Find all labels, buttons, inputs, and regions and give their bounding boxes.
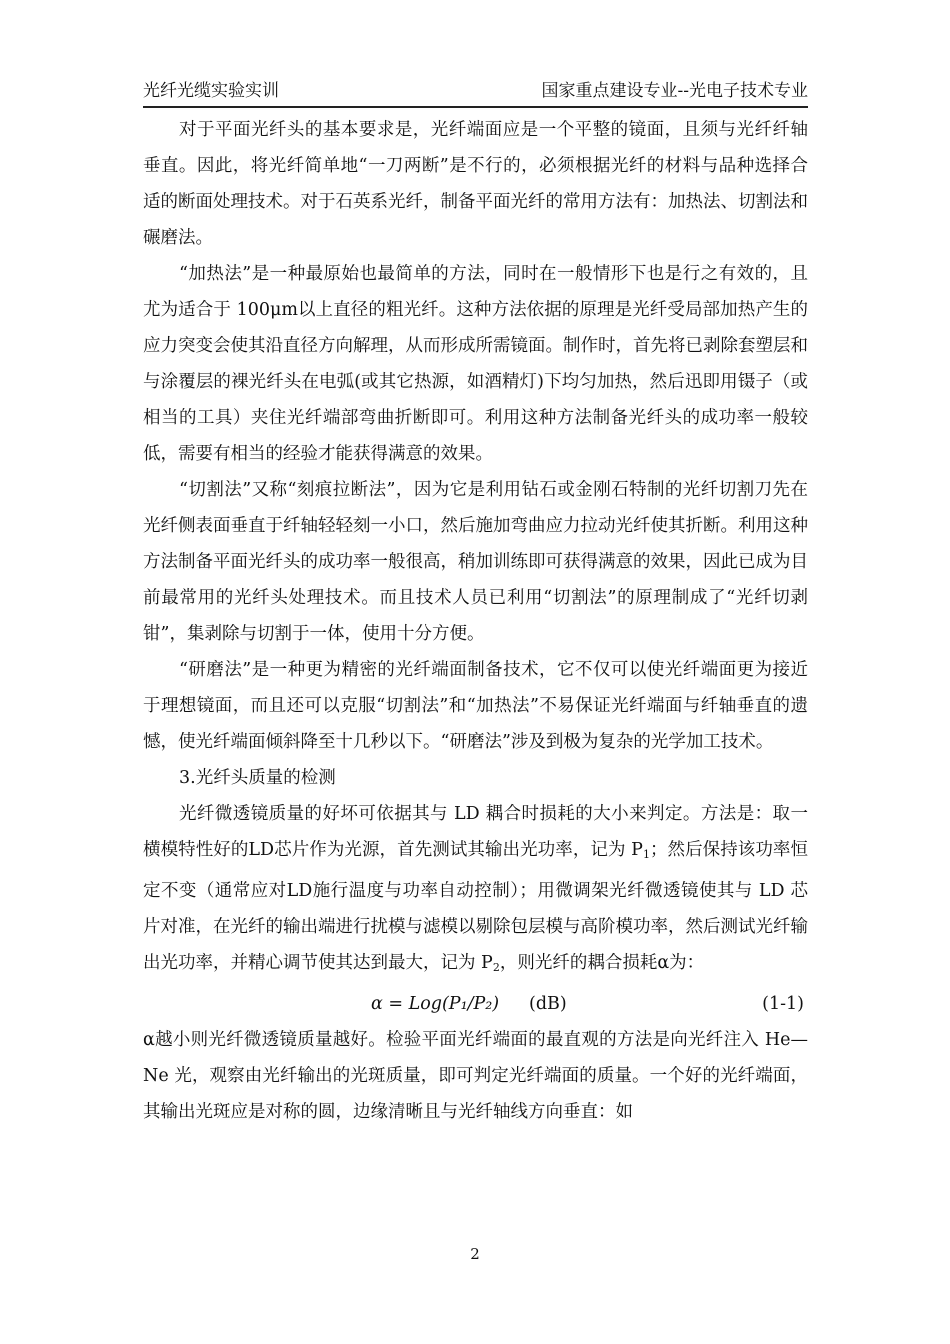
equation-number: (1-1): [762, 994, 804, 1014]
paragraph-coupling-loss: [143, 796, 808, 986]
p2-subscript: 2: [492, 961, 500, 974]
para5-part-a: 光纤微透镜质量的好坏可依据其与 LD 耦合时损耗的大小来判定。方法是：取一横模特性好的LD芯片作为光源，首先测试其输出光功率，记为 P: [143, 804, 808, 860]
paragraph-plane-fiber-requirements: 对于平面光纤头的基本要求是，光纤端面应是一个平整的镜面，且须与光纤纤轴垂直。因此，将光纤简单地“一刀两断”是不行的，必须根据光纤的材料与品种选择合适的断面处理技术。对于石英系光纤，制备平面光纤的常用方法有：加热法、切割法和碾磨法。: [143, 120, 808, 248]
equation-expression: α = Log(P₁/P₂): [371, 994, 500, 1014]
paragraph-grinding-method: “研磨法”是一种更为精密的光纤端面制备技术，它不仅可以使光纤端面更为接近于理想镜面，而且还可以克服“切割法”和“加热法”不易保证光纤端面与纤轴垂直的遗憾，使光纤端面倾斜降至十几秒以下。“研磨法”涉及到极为复杂的光学加工技术。: [143, 660, 808, 752]
paragraph-cutting-method: “切割法”又称“刻痕拉断法”，因为它是利用钻石或金刚石特制的光纤切割刀先在光纤侧表面垂直于纤轴轻轻刻一小口，然后施加弯曲应力拉动光纤使其折断。利用这种方法制备平面光纤头的成功率一般很高，稍加训练即可获得满意的效果，因此已成为目前最常用的光纤头处理技术。而且技术人员已利用“切割法”的原理制成了“光纤切剥钳”，集剥除与切割于一体，使用十分方便。: [143, 480, 808, 644]
paragraph-end-face-inspection: α越小则光纤微透镜质量越好。检验平面光纤端面的最直观的方法是向光纤注入 He—Ne 光，观察由光纤输出的光斑质量，即可判定光纤端面的质量。一个好的光纤端面，其输出光斑应是对称的圆，边缘清晰且与光纤轴线方向垂直：如: [143, 1030, 808, 1122]
paragraph-heating-method: “加热法”是一种最原始也最简单的方法，同时在一般情形下也是行之有效的，且尤为适合于 100μm以上直径的粗光纤。这种方法依据的原理是光纤受局部加热产生的应力突变会使其沿直径方向解理，从而形成所需镜面。制作时，首先将已剥除套塑层和与涂覆层的裸光纤头在电弧(或其它热源，如酒精灯)下均匀加热，然后迅即用镊子（或相当的工具）夹住光纤端部弯曲折断即可。利用这种方法制备光纤头的成功率一般较低，需要有相当的经验才能获得满意的效果。: [143, 264, 808, 464]
equation-unit: (dB): [529, 994, 567, 1014]
para5-part-c: ，则光纤的耦合损耗α为：: [499, 953, 705, 973]
header-right-title: 国家重点建设专业--光电子技术专业: [541, 81, 808, 101]
p1-subscript: 1: [642, 848, 650, 861]
header-left-title: 光纤光缆实验实训: [143, 81, 279, 101]
section-heading: 3.光纤头质量的检测: [179, 768, 336, 788]
equation-1-1: [143, 986, 808, 1022]
body-text: [143, 112, 808, 1130]
para5-part-b: ；然后保持该功率恒定不变（通常应对LD施行温度与功率自动控制）；用微调架光纤微透镜使其与 LD 芯片对准，在光纤的输出端进行扰模与滤模以剔除包层模与高阶模功率，然后测试光纤输出光功率，并精心调节使其达到最大，记为 P: [143, 840, 808, 973]
page-number: 2: [470, 1245, 480, 1263]
page-header: [143, 76, 808, 108]
